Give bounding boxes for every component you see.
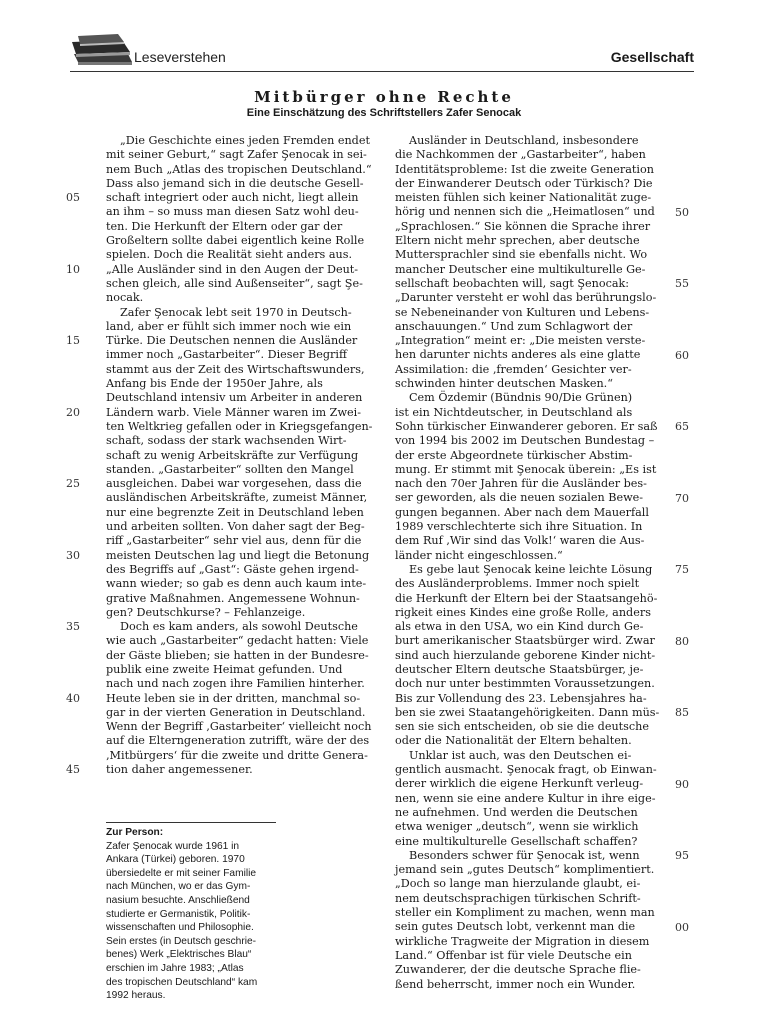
text-line: Unklar ist auch, was den Deutschen ei- [409,748,632,762]
text-line: burt amerikanischer Staatsbürger wird. Zwar [395,634,655,648]
text-line: Doch es kam anders, als sowohl Deutsche [120,620,358,634]
text-line: und arbeiten sollten. Von daher sagt der Beg- [106,520,365,534]
text-line: auf die Elterngeneration zutrifft, wäre der des [106,734,370,748]
right-column [395,134,667,992]
text-line: schaft, sodass der stark wachsenden Wirt- [106,434,347,448]
person-line: 1992 heraus. [106,990,166,1002]
line-number: 70 [675,491,689,505]
line-number: 00 [675,920,689,934]
text-line: eine multikulturelle Gesellschaft schaffen? [395,834,638,848]
text-line: des Begriffs auf „Gast“: Gäste gehen irgend- [106,562,359,576]
text-line: die Herkunft der Eltern bei der Staatsangehö- [395,591,658,605]
text-line: nur eine begrenzte Zeit in Deutschland leben [106,505,364,519]
text-line: nocak. [106,291,144,305]
text-line: „Doch so lange man hierzulande glaubt, ei- [395,877,641,891]
line-number: 85 [675,706,689,719]
left-column [106,134,378,777]
text-line: grative Maßnahmen. Angemessene Wohnun- [106,591,360,605]
text-line: riff „Gastarbeiter“ sehr viel aus, denn für die [106,534,362,548]
line-number: 80 [675,634,689,648]
line-number: 90 [675,777,689,791]
article-subtitle: Eine Einschätzung des Schriftstellers Zafer Senocak [246,107,522,119]
text-line: standen. „Gastarbeiter“ sollten den Mangel [106,462,354,476]
text-line: „Integration“ meint er: „Die meisten verste- [395,334,646,348]
person-line: Sein erstes (in Deutsch geschrie- [106,935,257,947]
text-line: ‚Mitbürgers‘ für die zweite und dritte Genera- [106,748,368,762]
text-line: sen sie sich entscheiden, ob sie die deutsche [395,720,649,734]
text-line: mancher Deutscher eine multikulturelle Ge- [395,262,646,276]
text-line: des Ausländerproblems. Immer noch spielt [395,577,640,591]
text-line: Anfang bis Ende der 1950er Jahre, als [106,377,323,391]
text-line: Bis zur Vollendung des 23. Lebensjahres ha- [395,691,647,705]
text-line: derer wirklich die eigene Herkunft verleug- [395,777,644,791]
text-line: steller ein Kompliment zu machen, wenn man [395,906,655,920]
text-line: jemand sein „gutes Deutsch“ komplimentiert. [395,863,655,877]
text-line: sein gutes Deutsch lobt, verkennt man die [395,920,636,934]
text-line: ten. Die Herkunft der Eltern oder gar der [106,219,343,233]
text-line: publik eine zweite Heimat gefunden. Und [106,662,343,676]
line-number: 15 [66,334,80,348]
text-line: nach und nach zogen ihre Familien hinterher. [106,677,365,691]
text-line: mit seiner Geburt,“ sagt Zafer Şenocak in sei- [106,148,367,162]
text-line: schwinden hinter deutschen Masken.“ [395,377,613,391]
text-line: etwa weniger „deutsch“, wenn sie wirklich [395,820,639,834]
line-number: 40 [66,691,80,705]
text-line: Ländern warb. Viele Männer waren im Zwei- [106,405,362,419]
text-line: Zafer Şenocak lebt seit 1970 in Deutsch- [120,305,352,319]
text-line: schaft integriert oder auch nicht, liegt allein [106,191,359,205]
text-line: gen? Deutschkurse? – Fehlanzeige. [106,605,306,619]
text-line: Großeltern sollte dabei eigentlich keine Rolle [106,234,365,248]
text-line: spielen. Doch die Realität sieht anders aus. [106,248,353,262]
text-line: von 1994 bis 2002 im Deutschen Bundestag – [395,434,655,448]
section-label: Leseverstehen [134,49,226,65]
line-number: 10 [66,262,80,276]
line-number: 45 [66,763,80,777]
person-line: wissenschaften und Philosophie. [106,922,254,934]
text-line: ausgleichen. Dabei war vorgesehen, dass die [106,477,362,491]
person-line: benes) Werk „Elektrisches Blau“ [106,949,252,961]
text-line: „Die Geschichte eines jeden Fremden endet [120,134,370,147]
footnote-divider [106,822,276,823]
text-line: land, aber er fühlt sich immer noch wie ein [106,319,352,333]
line-number: 35 [66,620,80,634]
person-line: studierte er Germanistik, Politik- [106,908,251,920]
person-box [106,826,306,1003]
text-line: Sohn türkischer Einwanderer geboren. Er saß [395,419,658,433]
person-heading: Zur Person: [106,827,164,838]
text-line: an ihm – so muss man diesen Satz wohl deu- [106,205,359,219]
text-line: länder nicht eingeschlossen.“ [395,548,563,562]
text-line: anschauungen.“ Und zum Schlagwort der [395,319,633,333]
text-line: 1989 verschlechterte sich ihre Situation. In [395,520,643,534]
text-line: Muttersprachler sind sie ebenfalls nicht. Wo [395,248,648,262]
person-line: erschien im Jahre 1983; „Atlas [106,962,244,974]
text-line: meisten Deutschen lag und liegt die Betonung [106,548,370,562]
text-line: gungen begannen. Aber nach dem Mauerfall [395,505,649,519]
header-divider [70,71,694,72]
text-line: nach den 70er Jahren für die Ausländer bes- [395,477,647,491]
text-line: Besonders schwer für Şenocak ist, wenn [409,848,640,862]
text-line: sind auch hierzulande geborene Kinder nicht- [395,648,656,662]
text-line: dem Ruf ‚Wir sind das Volk!‘ waren die Aus- [395,534,645,548]
text-line: meisten fühlen sich keiner Nationalität zuge- [395,191,652,205]
page-header [70,30,694,72]
text-line: sellschaft beobachten will, sagt Şenocak: [395,276,630,290]
text-line: nem Buch „Atlas des tropischen Deutschland.“ [106,162,372,176]
text-line: wie auch „Gastarbeiter“ gedacht hatten: Viele [106,634,369,648]
text-line: schaft zu wenig Arbeitskräfte zur Verfügung [106,448,359,462]
line-number: 95 [675,849,689,862]
person-line: nasium besuchte. Anschließend [106,894,250,906]
text-line: ben sie zwei Staatangehörigkeiten. Dann müs- [395,705,660,719]
text-line: Eltern nicht mehr sprechen, aber deutsche [395,234,640,248]
person-line: Zafer Şenocak wurde 1961 in [106,840,240,852]
text-line: ist ein Nichtdeutscher, in Deutschland als [395,405,633,419]
text-line: schen gleich, alle sind Außenseiter“, sagt Şe- [106,276,363,290]
text-line: gar in der vierten Generation in Deutschland. [106,705,366,719]
book-stack-icon [70,32,136,68]
text-line: tion daher angemessener. [106,763,253,777]
text-line: Türke. Die Deutschen nennen die Ausländer [106,334,358,348]
line-number: 30 [66,548,80,562]
text-line: immer noch „Gastarbeiter“. Dieser Begriff [106,348,347,362]
text-line: ßend beherrscht, immer noch ein Wunder. [395,977,636,991]
text-line: als etwa in den USA, wo ein Kind durch Ge- [395,620,644,634]
text-line: Dass also jemand sich in die deutsche Gesell- [106,176,364,190]
text-line: wirkliche Tragweite der Migration in diesem [395,934,650,948]
text-line: Heute leben sie in der dritten, manchmal so- [106,691,361,705]
line-number: 25 [66,477,80,491]
person-line: Ankara (Türkei) geboren. 1970 [106,854,245,866]
text-line: rigkeit eines Kindes eine große Rolle, anders [395,605,651,619]
text-line: der Gäste blieben; sie hatten in der Bundesre- [106,648,369,662]
text-line: Ausländer in Deutschland, insbesondere [409,134,639,147]
text-line: „Sprachlosen.“ Sie können die Sprache ihrer [395,219,651,233]
text-line: Deutschland intensiv um Arbeiter in anderen [106,391,363,405]
line-number: 20 [66,405,80,419]
text-line: wann wieder; so gab es denn auch kaum inte- [106,577,367,591]
text-line: hörig und nennen sich die „Heimatlosen“ und [395,205,655,219]
text-line: „Darunter versteht er wohl das berührungslo- [395,291,657,305]
text-line: deutscher Eltern deutsche Staatsbürger, je- [395,662,644,676]
text-line: doch nur unter bestimmten Voraussetzungen. [395,677,655,691]
person-line: übersiedelte er mit seiner Familie [106,867,257,879]
person-line: des tropischen Deutschland“ kam [106,976,258,988]
text-line: ten Weltkrieg gefallen oder in Kriegsgefangen- [106,419,373,433]
text-line: Es gebe laut Şenocak keine leichte Lösung [409,562,653,576]
text-line: Cem Özdemir (Bündnis 90/Die Grünen) [409,391,633,405]
text-line: ser geworden, als die neuen sozialen Bewe- [395,491,644,505]
line-number: 75 [675,563,689,576]
line-number: 05 [66,191,80,205]
text-line: Identitätsprobleme: Ist die zweite Generation [395,162,654,176]
text-line: hen darunter nichts anderes als eine glatte [395,348,641,362]
line-number: 50 [675,205,689,219]
text-line: ausländischen Arbeitskräfte, zumeist Männer, [106,491,368,505]
text-line: nem deutschsprachigen türkischen Schrift- [395,891,641,905]
text-line: „Alle Ausländer sind in den Augen der Deut- [106,262,359,276]
line-number: 65 [675,420,689,433]
text-line: ne aufnehmen. Und werden die Deutschen [395,805,638,819]
text-line: die Nachkommen der „Gastarbeiter“, haben [395,148,646,162]
text-line: nen, wenn sie eine andere Kultur in ihre eige- [395,791,656,805]
text-line: Zuwanderer, der die deutsche Sprache flie- [395,963,641,977]
text-line: Land.“ Offenbar ist für viele Deutsche ein [395,948,632,962]
person-line: nach München, wo er das Gym- [106,881,251,893]
text-line: der Einwanderer Deutsch oder Türkisch? Die [395,176,653,190]
category-label: Gesellschaft [610,49,694,65]
line-number: 60 [675,348,689,362]
text-line: Assimilation: die ‚fremden‘ Gesichter ver- [395,362,632,376]
text-line: mung. Er stimmt mit Şenocak überein: „Es ist [395,462,657,476]
text-line: oder die Nationalität der Eltern behalten. [395,734,632,748]
text-line: Wenn der Begriff ‚Gastarbeiter‘ vielleicht noch [106,720,372,734]
text-line: stammt aus der Zeit des Wirtschaftswunders, [106,362,365,376]
line-number: 55 [675,277,689,290]
text-line: se Nebeneinander von Kulturen und Lebens- [395,305,650,319]
text-line: gentlich ausmacht. Şenocak fragt, ob Einwan- [395,763,657,777]
article-title: Mitbürger ohne Rechte [254,88,514,106]
text-line: der erste Abgeordnete türkischer Abstim- [395,448,633,462]
